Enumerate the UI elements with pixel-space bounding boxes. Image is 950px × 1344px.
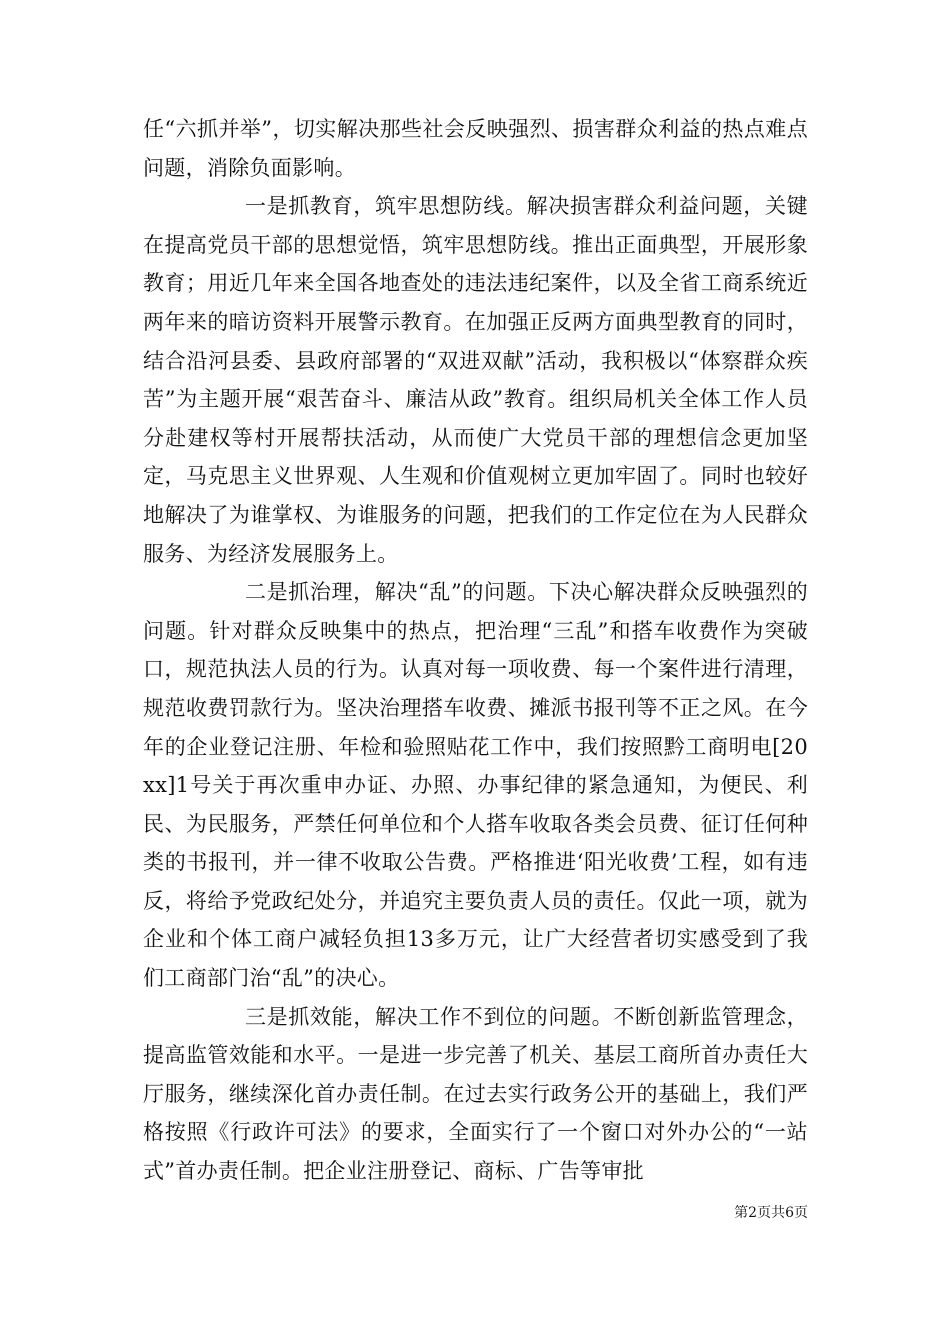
paragraph-continuation: 任“六抓并举”，切实解决那些社会反映强烈、损害群众利益的热点难点问题，消除负面影响。 — [143, 117, 808, 180]
page-number-footer: 第2页共6页 — [734, 1205, 808, 1221]
paragraph-governance: 二是抓治理，解决“乱”的问题。下决心解决群众反映强烈的问题。针对群众反映集中的热点，把治理“三乱”和搭车收费作为突破口，规范执法人员的行为。认真对每一项收费、每一个案件进行清理，规范收费罚款行为。坚决治理搭车收费、摊派书报刊等不正之风。在今年的企业登记注册、年检和验照贴花工作中，我们按照黔工商明电[20xx]1号关于再次重申办证、办照、办事纪律的紧急通知，为便民、利民、为民服务，严禁任何单位和个人搭车收取各类会员费、征订任何种类的书报刊，并一律不收取公告费。严格推进‘阳光收费’工程，如有违反，将给予党政纪处分，并追究主要负责人员的责任。仅此一项，就为企业和个体工商户减轻负担13多万元，让广大经营者切实感受到了我们工商部门治“乱”的决心。 — [143, 580, 808, 991]
paragraph-efficiency: 三是抓效能，解决工作不到位的问题。不断创新监管理念，提高监管效能和水平。一是进一步完善了机关、基层工商所首办责任大厅服务，继续深化首办责任制。在过去实行政务公开的基础上，我们严格按照《行政许可法》的要求，全面实行了一个窗口对外办公的“一站式”首办责任制。把企业注册登记、商标、广告等审批 — [143, 1004, 808, 1184]
document-body — [143, 110, 808, 1191]
paragraph-education: 一是抓教育，筑牢思想防线。解决损害群众利益问题，关键在提高党员干部的思想觉悟，筑牢思想防线。推出正面典型，开展形象教育；用近几年来全国各地查处的违法违纪案件，以及全省工商系统近两年来的暗访资料开展警示教育。在加强正反两方面典型教育的同时，结合沿河县委、县政府部署的“双进双献”活动，我积极以“体察群众疾苦”为主题开展“艰苦奋斗、廉洁从政”教育。组织局机关全体工作人员分赴建权等村开展帮扶活动，从而使广大党员干部的理想信念更加坚定，马克思主义世界观、人生观和价值观树立更加牢固了。同时也较好地解决了为谁掌权、为谁服务的问题，把我们的工作定位在为人民群众服务、为经济发展服务上。 — [143, 194, 808, 566]
